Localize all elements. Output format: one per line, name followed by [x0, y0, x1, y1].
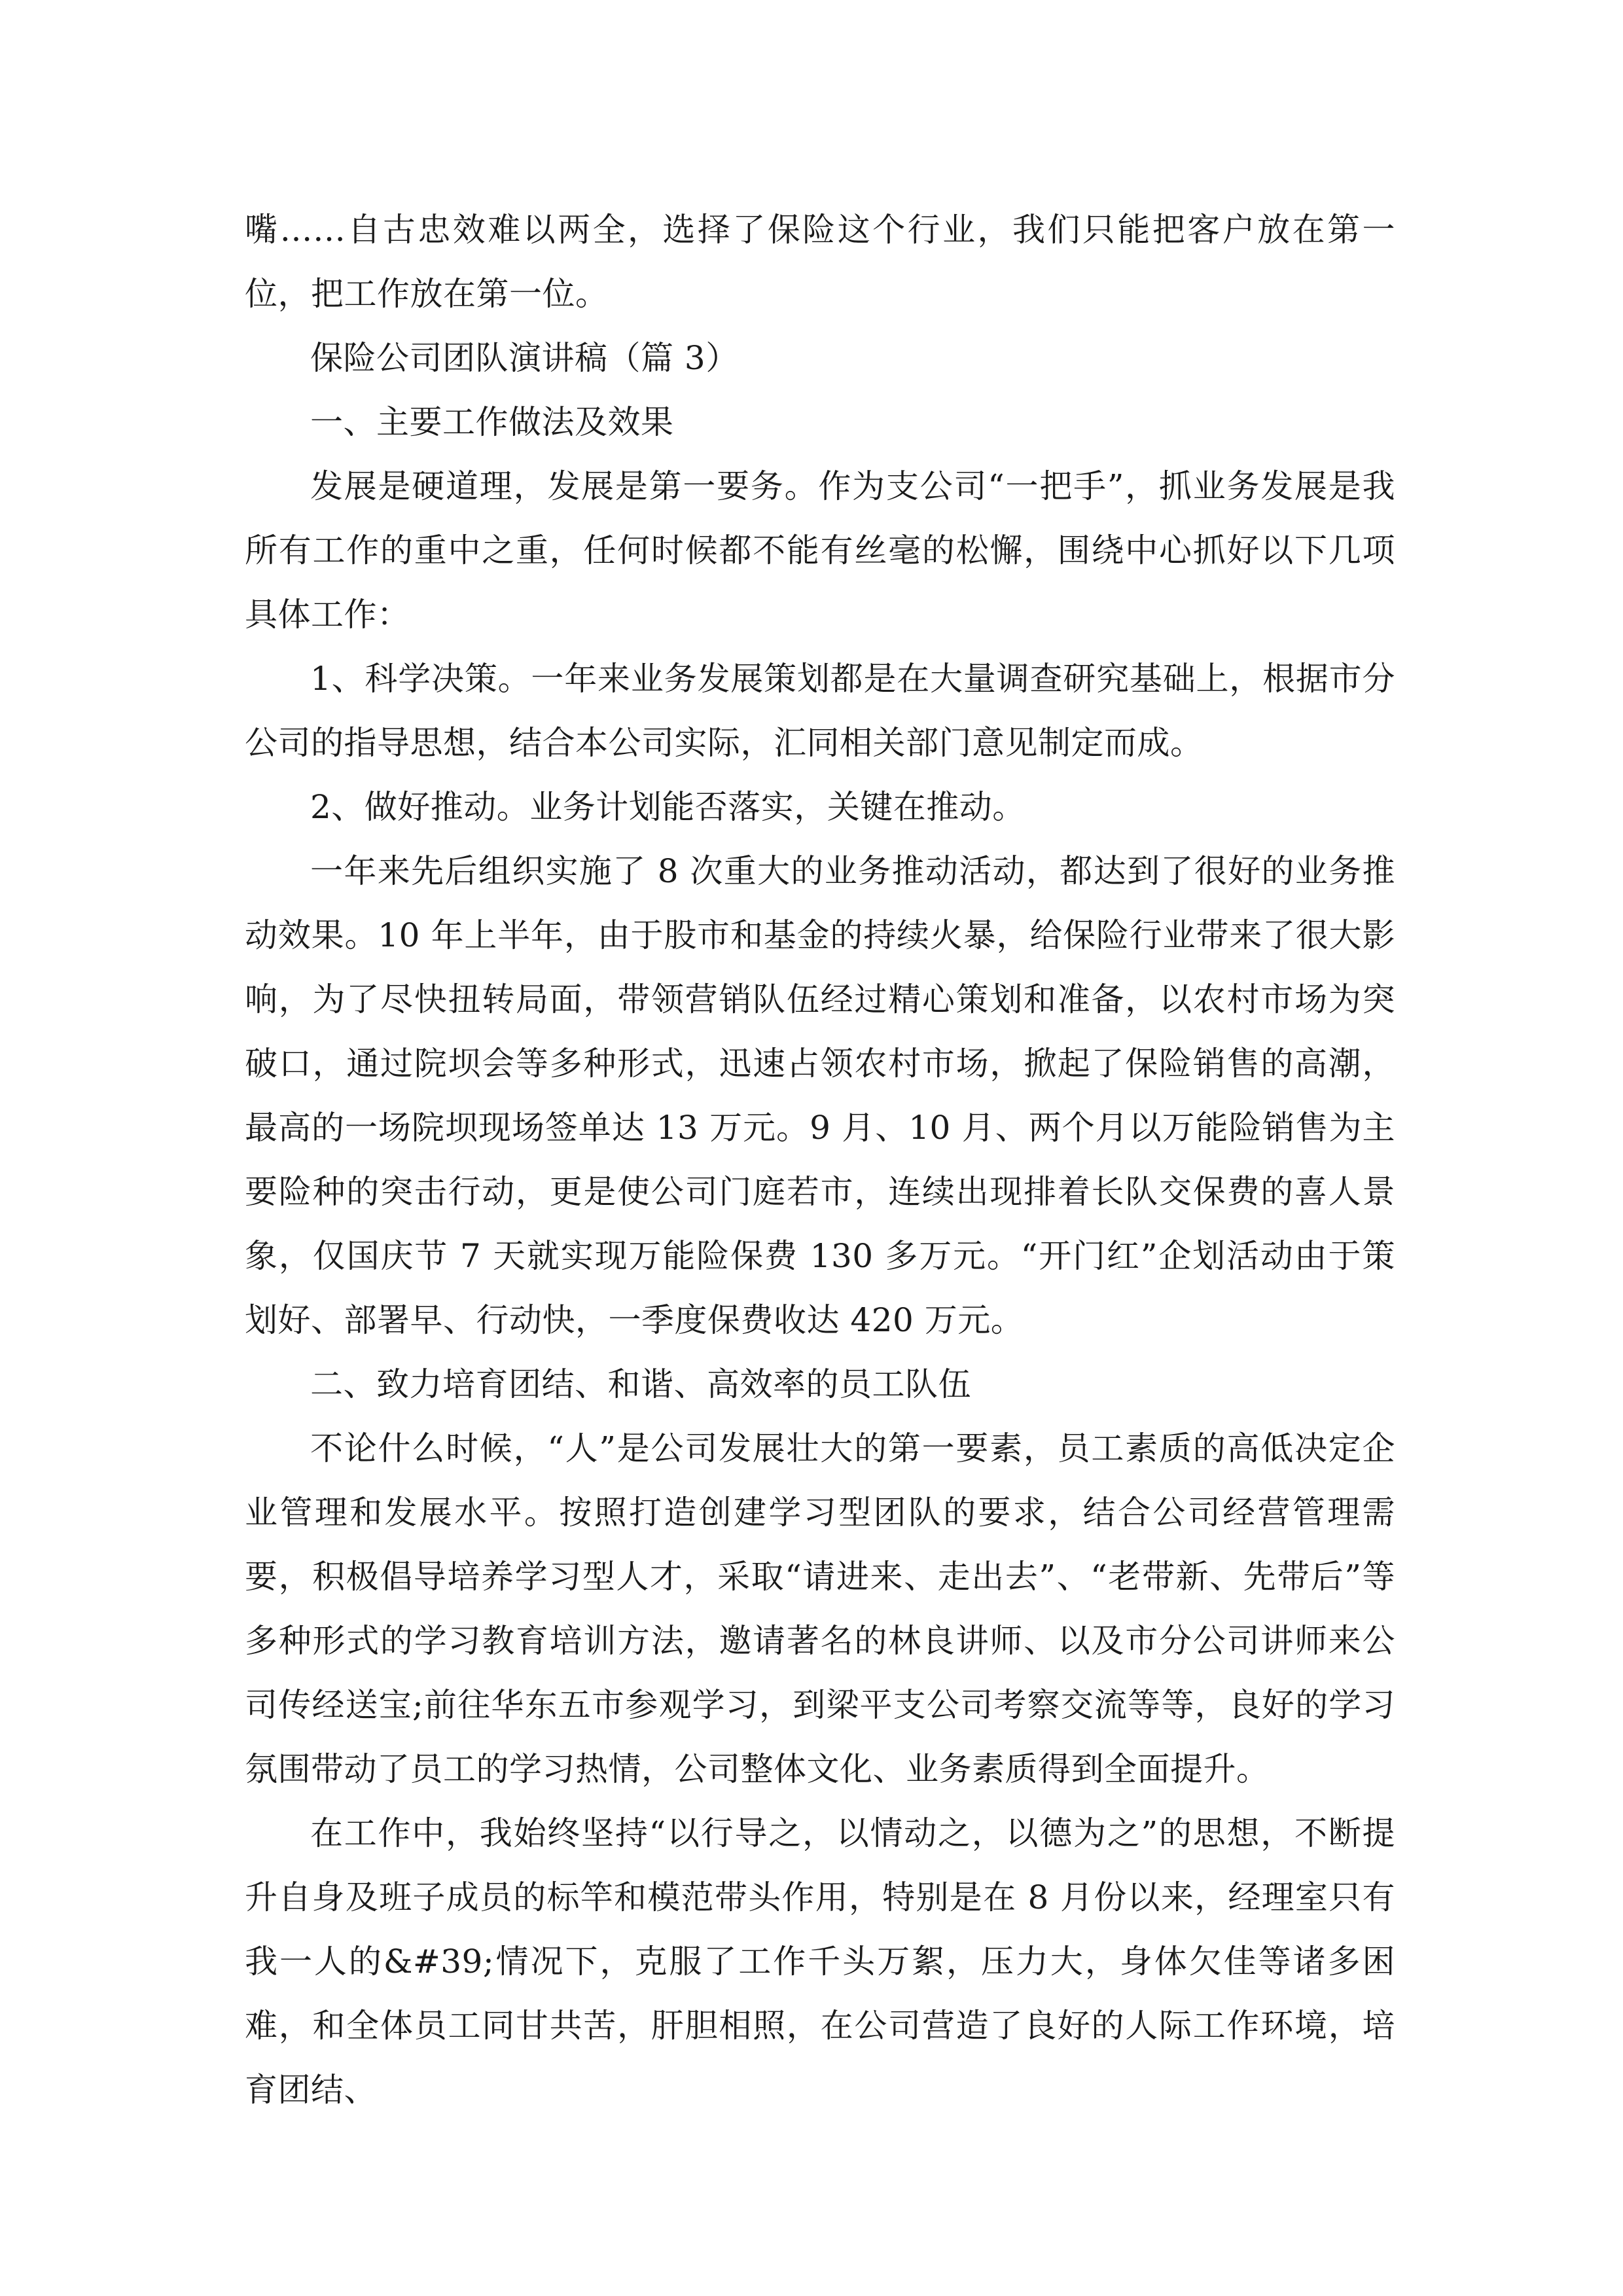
- paragraph-promotion: 2、做好推动。业务计划能否落实，关键在推动。: [310, 788, 1026, 826]
- heading-team-building: 二、致力培育团结、和谐、高效率的员工队伍: [310, 1365, 971, 1403]
- heading-main-work: 一、主要工作做法及效果: [310, 403, 674, 441]
- paragraph-continuation: 嘴……自古忠效难以两全，选择了保险这个行业，我们只能把客户放在第一位，把工作放在第一位。: [245, 211, 1395, 313]
- body-text: [245, 198, 1395, 2122]
- paragraph-scientific-decision: 1、科学决策。一年来业务发展策划都是在大量调查研究基础上，根据市分公司的指导思想，结合本公司实际，汇同相关部门意见制定而成。: [245, 660, 1395, 762]
- paragraph-leadership: 在工作中，我始终坚持“以行导之，以情动之，以德为之”的思想，不断提升自身及班子成员的标竿和模范带头作用，特别是在 8 月份以来，经理室只有我一人的&#39;情况下，克服了工作千头万絮，压力大，身体欠佳等诸多困难，和全体员工同甘共苦，肝胆相照，在公司营造了良好的人际工作环境，培育团结、: [245, 1814, 1395, 2109]
- paragraph-development: 发展是硬道理，发展是第一要务。作为支公司“一把手”，抓业务发展是我所有工作的重中之重，任何时候都不能有丝毫的松懈，围绕中心抓好以下几项具体工作：: [245, 467, 1395, 634]
- paragraph-people: 不论什么时候，“人”是公司发展壮大的第一要素，员工素质的高低决定企业管理和发展水平。按照打造创建学习型团队的要求，结合公司经营管理需要，积极倡导培养学习型人才，采取“请进来、走出去”、“老带新、先带后”等多种形式的学习教育培训方法，邀请著名的林良讲师、以及市分公司讲师来公司传经送宝;前往华东五市参观学习，到梁平支公司考察交流等等，良好的学习氛围带动了员工的学习热情，公司整体文化、业务素质得到全面提升。: [245, 1429, 1395, 1788]
- paragraph-activities: 一年来先后组织实施了 8 次重大的业务推动活动，都达到了很好的业务推动效果。10 年上半年，由于股市和基金的持续火暴，给保险行业带来了很大影响，为了尽快扭转局面，带领营销队伍经过精心策划和准备，以农村市场为突破口，通过院坝会等多种形式，迅速占领农村市场，掀起了保险销售的高潮，最高的一场院坝现场签单达 13 万元。9 月、10 月、两个月以万能险销售为主要险种的突击行动，更是使公司门庭若市，连续出现排着长队交保费的喜人景象，仅国庆节 7 天就实现万能险保费 130 多万元。“开门红”企划活动由于策划好、部署早、行动快，一季度保费收达 420 万元。: [245, 852, 1395, 1339]
- section-title: 保险公司团队演讲稿（篇 3）: [310, 339, 739, 377]
